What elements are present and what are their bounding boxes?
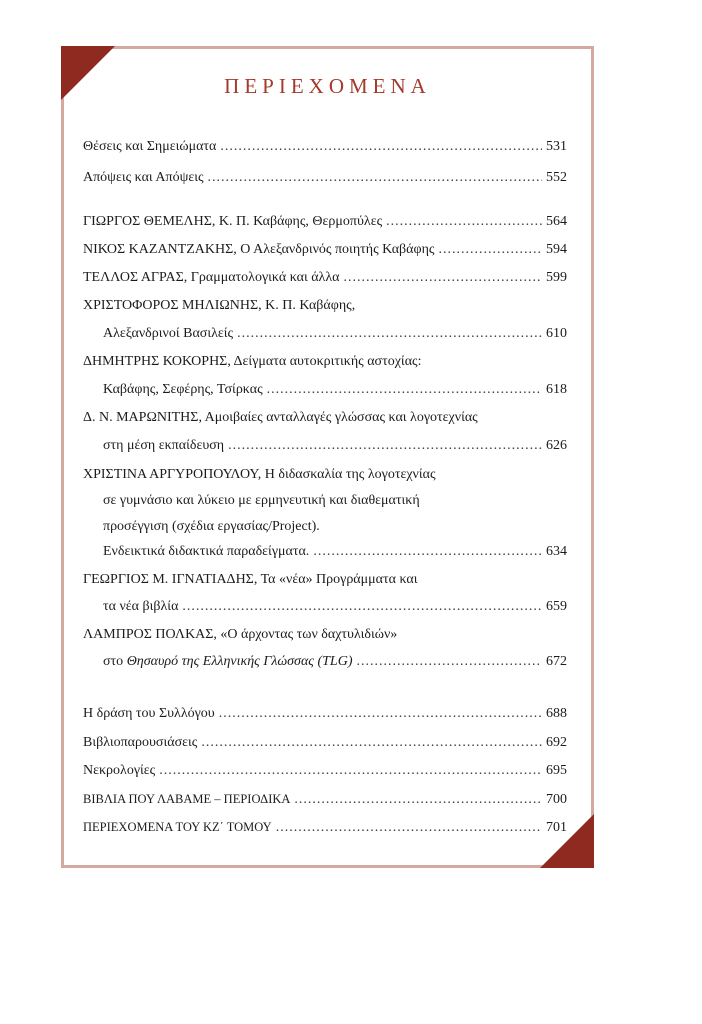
entry-title: ΤΕΛΛΟΣ ΑΓΡΑΣ, Γραμματολογικά και άλλα	[83, 270, 340, 285]
dot-leader	[228, 437, 542, 454]
toc-entry	[83, 213, 567, 230]
contents-page	[61, 46, 594, 868]
entry-title-continued: Καβάφης, Σεφέρης, Τσίρκας	[103, 382, 263, 397]
entry-page: 700	[546, 792, 567, 807]
toc-entry-line	[83, 571, 417, 588]
toc-entry-line	[83, 409, 478, 426]
toc-entry-line	[83, 297, 355, 314]
entry-title-italic: Θησαυρό της Ελληνικής Γλώσσας (TLG)	[126, 654, 353, 669]
entry-title: Απόψεις και Απόψεις	[83, 170, 204, 185]
dot-leader	[159, 762, 542, 779]
entry-title-continued: προσέγγιση (σχέδια εργασίας/Project).	[103, 519, 320, 534]
entry-page: 672	[546, 654, 567, 669]
toc-entry	[83, 734, 567, 751]
entry-page: 610	[546, 326, 567, 341]
entry-title: ΓΙΩΡΓΟΣ ΘΕΜΕΛΗΣ, Κ. Π. Καβάφης, Θερμοπύλες	[83, 214, 383, 229]
entry-page: 599	[546, 270, 567, 285]
entry-page: 531	[546, 139, 567, 154]
page-title: ΠΕΡΙΕΧΟΜΕΝΑ	[224, 74, 431, 98]
entry-title-continued: τα νέα βιβλία	[103, 599, 179, 614]
toc-entry	[83, 791, 567, 808]
entry-page: 626	[546, 438, 567, 453]
toc-entry	[83, 819, 567, 836]
entry-title-continued: Αλεξανδρινοί Βασιλείς	[103, 326, 234, 341]
dot-leader	[219, 705, 542, 722]
toc-entry	[83, 241, 567, 258]
toc-entry	[103, 653, 567, 670]
toc-entry-line	[83, 353, 421, 370]
dot-leader	[237, 325, 542, 342]
entry-page: 695	[546, 763, 567, 778]
dot-leader	[267, 381, 542, 398]
entry-title: ΠΕΡΙΕΧΟΜΕΝΑ ΤΟΥ ΚΖ΄ ΤΟΜΟΥ	[83, 820, 272, 834]
entry-title: ΛΑΜΠΡΟΣ ΠΟΛΚΑΣ, «Ο άρχοντας των δαχτυλιδιών»	[83, 627, 398, 642]
toc-entry	[103, 543, 567, 560]
entry-page: 701	[546, 820, 567, 835]
entry-title: ΧΡΙΣΤΟΦΟΡΟΣ ΜΗΛΙΩΝΗΣ, Κ. Π. Καβάφης,	[83, 298, 356, 313]
dot-leader	[438, 241, 542, 258]
dot-leader	[220, 138, 542, 155]
dot-leader	[313, 543, 542, 560]
toc-entry	[83, 269, 567, 286]
entry-page: 552	[546, 170, 567, 185]
dot-leader	[294, 791, 542, 808]
entry-page: 659	[546, 599, 567, 614]
dot-leader	[182, 598, 542, 615]
toc-entry-line	[103, 518, 320, 535]
toc-entry-line	[103, 492, 420, 509]
entry-title: Δ. Ν. ΜΑΡΩΝΙΤΗΣ, Αμοιβαίες ανταλλαγές γλώσσας και λογοτεχνίας	[83, 410, 478, 425]
entry-title: ΔΗΜΗΤΡΗΣ ΚΟΚΟΡΗΣ, Δείγματα αυτοκριτικής αστοχίας:	[83, 354, 422, 369]
entry-title: Θέσεις και Σημειώματα	[83, 139, 217, 154]
entry-title: ΝΙΚΟΣ ΚΑΖΑΝΤΖΑΚΗΣ, Ο Αλεξανδρινός ποιητής Καβάφης	[83, 242, 435, 257]
entry-page: 618	[546, 382, 567, 397]
entry-page: 688	[546, 706, 567, 721]
entry-title: Βιβλιοπαρουσιάσεις	[83, 735, 198, 750]
entry-title-prefix: στο	[103, 654, 124, 669]
toc-entry	[83, 705, 567, 722]
entry-page: 634	[546, 544, 567, 559]
toc-entry	[103, 325, 567, 342]
toc-entry	[83, 762, 567, 779]
toc-entry	[103, 381, 567, 398]
dot-leader	[343, 269, 542, 286]
entry-title-continued: σε γυμνάσιο και λύκειο με ερμηνευτική και διαθεματική	[103, 493, 420, 508]
dot-leader	[357, 653, 543, 670]
toc-entry-line	[83, 466, 436, 483]
entry-title: Νεκρολογίες	[83, 763, 156, 778]
entry-title-continued: Ενδεικτικά διδακτικά παραδείγματα.	[103, 544, 310, 559]
toc-entry-line	[83, 626, 397, 643]
entry-page: 564	[546, 214, 567, 229]
entry-page: 594	[546, 242, 567, 257]
entry-title-continued: στη μέση εκπαίδευση	[103, 438, 225, 453]
entry-page: 692	[546, 735, 567, 750]
toc-entry	[103, 598, 567, 615]
dot-leader	[386, 213, 542, 230]
entry-title: ΧΡΙΣΤΙΝΑ ΑΡΓΥΡΟΠΟΥΛΟΥ, Η διδασκαλία της λογοτεχνίας	[83, 467, 436, 482]
entry-title: ΒΙΒΛΙΑ ΠΟΥ ΛΑΒΑΜΕ – ΠΕΡΙΟΔΙΚΑ	[83, 792, 291, 806]
toc-entry	[83, 169, 567, 186]
dot-leader	[276, 819, 542, 836]
dot-leader	[208, 169, 542, 186]
dot-leader	[201, 734, 542, 751]
entry-title: Η δράση του Συλλόγου	[83, 706, 215, 721]
entry-title: ΓΕΩΡΓΙΟΣ Μ. ΙΓΝΑΤΙΑΔΗΣ, Τα «νέα» Προγράμματα και	[83, 572, 418, 587]
toc-entry	[103, 437, 567, 454]
entry-title-continued	[103, 653, 353, 670]
toc-entry	[83, 138, 567, 155]
